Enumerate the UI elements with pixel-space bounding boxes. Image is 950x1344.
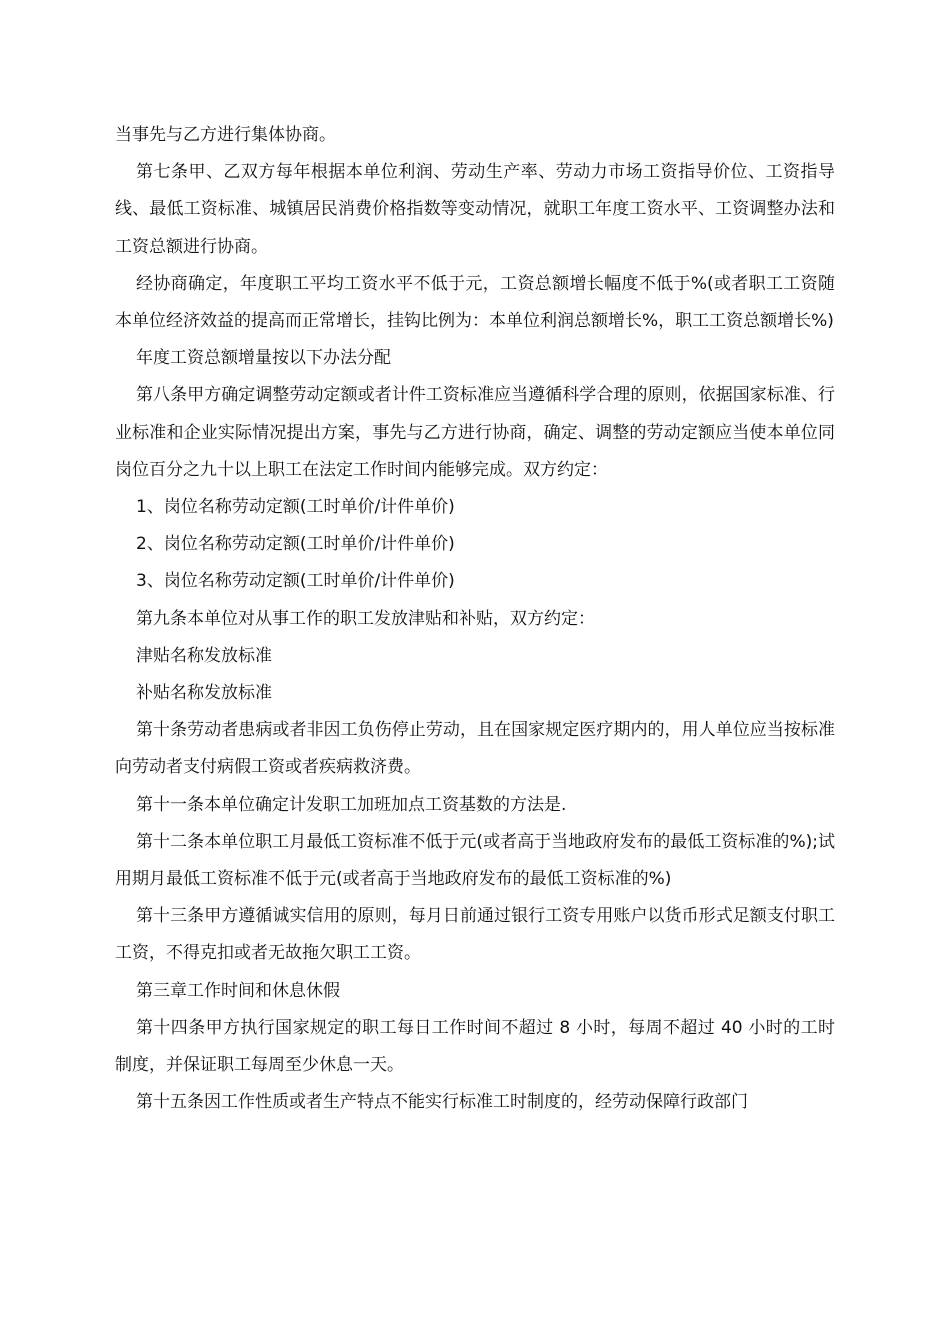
- paragraph-article-12: 第十二条本单位职工月最低工资标准不低于元(或者高于当地政府发布的最低工资标准的%);试用期月最低工资标准不低于元(或者高于当地政府发布的最低工资标准的%): [115, 831, 835, 890]
- paragraph-article-15: 第十五条因工作性质或者生产特点不能实行标准工时制度的，经劳动保障行政部门: [136, 1092, 748, 1113]
- paragraph-wage-increment: 年度工资总额增量按以下办法分配: [136, 348, 391, 369]
- paragraph-article-8: 第八条甲方确定调整劳动定额或者计件工资标准应当遵循科学合理的原则，依据国家标准、行业标准和企业实际情况提出方案，事先与乙方进行协商，确定、调整的劳动定额应当使本单位同岗位百分之九十以上职工在法定工作时间内能够完成。双方约定：: [115, 385, 835, 480]
- paragraph-article-11: 第十一条本单位确定计发职工加班加点工资基数的方法是.: [136, 794, 567, 815]
- list-item-quota-1: 1、岗位名称劳动定额(工时单价/计件单价): [136, 497, 455, 518]
- list-item-quota-2: 2、岗位名称劳动定额(工时单价/计件单价): [136, 534, 455, 555]
- paragraph-article-7: 第七条甲、乙双方每年根据本单位利润、劳动生产率、劳动力市场工资指导价位、工资指导线、最低工资标准、城镇居民消费价格指数等变动情况，就职工年度工资水平、工资调整办法和工资总额进行协商。: [115, 162, 835, 257]
- paragraph-article-9: 第九条本单位对从事工作的职工发放津贴和补贴，双方约定：: [136, 608, 595, 629]
- paragraph-allowance: 津贴名称发放标准: [136, 645, 272, 666]
- list-item-quota-3: 3、岗位名称劳动定额(工时单价/计件单价): [136, 571, 455, 592]
- chapter-heading-3: 第三章工作时间和休息休假: [136, 980, 340, 1001]
- document-body: [115, 117, 835, 1121]
- paragraph-article-10: 第十条劳动者患病或者非因工负伤停止劳动，且在国家规定医疗期内的，用人单位应当按标准向劳动者支付病假工资或者疾病救济费。: [115, 720, 835, 778]
- paragraph-continuation: 当事先与乙方进行集体协商。: [115, 125, 336, 145]
- paragraph-subsidy: 补贴名称发放标准: [136, 683, 272, 704]
- paragraph-article-13: 第十三条甲方遵循诚实信用的原则，每月日前通过银行工资专用账户以货币形式足额支付职工工资，不得克扣或者无故拖欠职工工资。: [115, 906, 835, 964]
- paragraph-article-14: 第十四条甲方执行国家规定的职工每日工作时间不超过 8 小时，每周不超过 40 小时的工时制度，并保证职工每周至少休息一天。: [115, 1017, 835, 1076]
- paragraph-wage-agreement: 经协商确定，年度职工平均工资水平不低于元，工资总额增长幅度不低于%(或者职工工资随本单位经济效益的提高而正常增长，挂钩比例为：本单位利润总额增长%，职工工资总额增长%): [115, 273, 835, 332]
